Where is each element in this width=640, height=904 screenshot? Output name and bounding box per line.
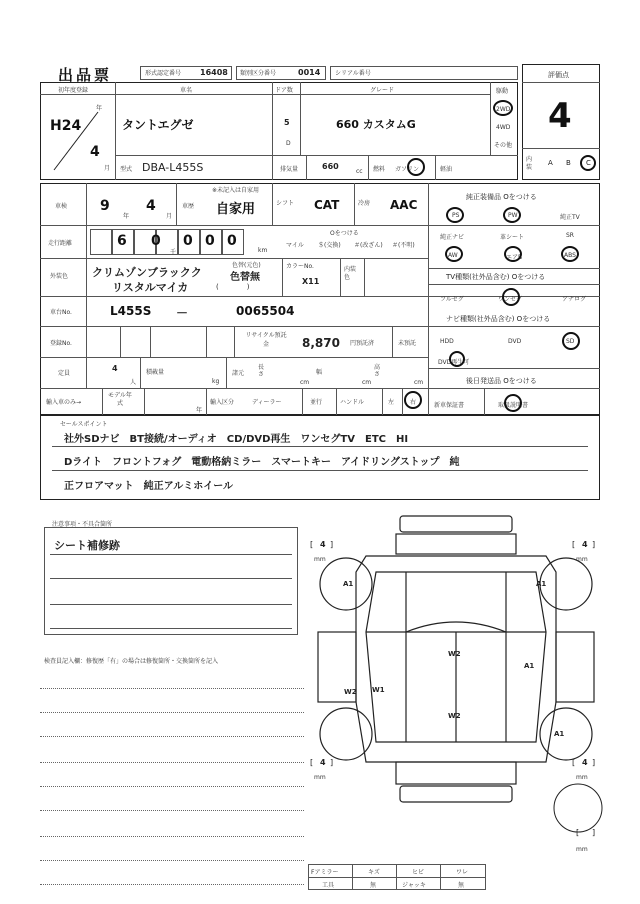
- form-no-label: 形式認定番号: [145, 70, 182, 77]
- drive-2wd: 2WD: [496, 106, 511, 113]
- change-opt-2: ＃(改ざん): [354, 242, 383, 249]
- footer-h3: ヒビ: [412, 869, 425, 876]
- usage: 自家用: [216, 202, 256, 217]
- after-warranty: 新車保証書: [434, 402, 465, 409]
- tread-rl: 4: [320, 758, 326, 767]
- mileage-digit-4: 0: [205, 233, 215, 249]
- reg-month: 4: [90, 144, 100, 160]
- chassis-no: 0065504: [236, 304, 295, 318]
- form-title: 出品票: [58, 66, 113, 84]
- ac-label: 冷房: [358, 200, 371, 207]
- footer-v1: 工具: [322, 882, 335, 889]
- after-title: 後日発送品 Oをつける: [466, 377, 537, 385]
- import-label: 輸入車のみ→: [46, 399, 82, 406]
- equip-aw: AW: [448, 252, 458, 259]
- navi-hdd: HDD: [440, 338, 454, 345]
- change-opt-3: ＃(不明): [392, 242, 415, 249]
- model: DBA-L455S: [142, 161, 204, 174]
- navi-title: ナビ種類(社外品含む) Oをつける: [446, 315, 551, 323]
- drive-2wd-circle: [493, 100, 513, 116]
- tread-rr: 4: [582, 758, 588, 767]
- footer-h4: ワレ: [456, 869, 469, 876]
- pw-circle: [503, 207, 521, 223]
- shaken-year: 9: [100, 198, 110, 214]
- mile-label: マイル: [286, 242, 304, 249]
- mark-w1: W1: [372, 686, 385, 694]
- equip-ps: PS: [452, 212, 460, 219]
- inspector-label: 検査員記入欄：修復歴「有」の場合は修復箇所・交換箇所を記入: [44, 658, 219, 665]
- reg-no-label: 登録No.: [50, 340, 72, 347]
- footer-v4: 無: [458, 882, 465, 889]
- drive-4wd: 4WD: [496, 124, 511, 131]
- interior-label: 内装: [526, 156, 533, 171]
- tv-analog: アナログ: [562, 296, 587, 303]
- color-line2: リスタルマイカ: [112, 281, 189, 294]
- equip-leather: 革シート: [500, 234, 525, 241]
- fuel: ガソリン: [395, 166, 420, 173]
- sd-circle: [562, 332, 580, 350]
- name-label: 車名: [180, 87, 193, 94]
- interior-c-circle: [580, 155, 596, 171]
- recycle-no: 未預託: [398, 340, 417, 347]
- ac: AAC: [390, 198, 418, 212]
- parallel: 並行: [310, 399, 323, 406]
- navi-sd: SD: [566, 338, 575, 345]
- equip-navi: 純正ナビ: [440, 234, 465, 241]
- footer-h1: Fアミラー: [311, 869, 339, 876]
- chassis-prefix: L455S: [110, 304, 152, 318]
- color-change: 色替無: [230, 272, 260, 283]
- mark-a1-side: A1: [524, 662, 535, 670]
- ps-circle: [446, 207, 464, 223]
- mark-w2-floor: W2: [448, 712, 461, 720]
- equip-pw: PW: [508, 212, 518, 219]
- import-cat-label: 輸入区分: [210, 399, 235, 406]
- car-diagram: [306, 512, 606, 862]
- footer-h2: キズ: [368, 869, 380, 876]
- handle-label: ハンドル: [340, 399, 365, 406]
- handle-left: 左: [388, 399, 395, 406]
- mileage-digit-3: 0: [183, 233, 193, 249]
- sales-label: セールスポイント: [60, 421, 108, 428]
- reg-label: 初年度登録: [58, 87, 89, 94]
- mark-w2-left: W2: [344, 688, 357, 696]
- category-no-label: 類別区分番号: [240, 70, 277, 77]
- width-label: 幅: [316, 369, 323, 376]
- reg-era: H24: [50, 118, 82, 134]
- tv-title: TV種類(社外品含む) Oをつける: [446, 273, 546, 281]
- shift-label: シフト: [276, 200, 295, 207]
- shaken-month: 4: [146, 198, 156, 214]
- usage-note: ※未記入は自家用: [212, 187, 260, 194]
- tread-fr: 4: [582, 540, 588, 549]
- equip-title: 純正装備品 Oをつける: [466, 193, 537, 201]
- mark-a1-rr: A1: [554, 730, 565, 738]
- handle-right: 右: [410, 399, 417, 406]
- tv-oneseg: ワンセグ: [498, 296, 523, 303]
- equip-sr: SR: [566, 232, 574, 239]
- interior-opt-b: B: [566, 159, 571, 167]
- grade: 660 カスタムG: [336, 118, 416, 131]
- color-label: 外装色: [50, 273, 69, 280]
- oneseg-circle: [502, 288, 520, 306]
- length-label: 長さ: [258, 364, 265, 378]
- change-opt-1: ＄(交換): [318, 242, 341, 249]
- mileage-label: 走行距離: [48, 240, 73, 247]
- color-no-label: カラーNo.: [286, 263, 314, 270]
- vehicle-name: タントエグゼ: [122, 118, 194, 132]
- equip-tv: 純正TV: [560, 214, 580, 221]
- category-no: 0014: [298, 68, 321, 77]
- mark-a1-fl: A1: [343, 580, 354, 588]
- manual-circle: [504, 394, 522, 412]
- drive-other: その他: [494, 142, 513, 149]
- score-label: 評価点: [548, 71, 569, 79]
- usage-label: 車歴: [182, 203, 195, 210]
- fuel-circle: [407, 158, 425, 176]
- change-label: Oをつける: [330, 230, 359, 237]
- model-label: 型式: [120, 166, 133, 173]
- shift: CAT: [314, 198, 340, 212]
- capacity-label: 定員: [58, 370, 71, 377]
- disp: 660: [322, 162, 339, 171]
- handle-right-circle: [404, 391, 422, 409]
- sales-line-1: 社外SDナビ BT接続/オーディオ CD/DVD再生 ワンセグTV ETC HI: [64, 434, 409, 445]
- mileage-digit-2: 0: [151, 233, 161, 249]
- notes-label: 注意事項・不具合箇所: [52, 521, 113, 528]
- abs-circle: [561, 246, 579, 262]
- dealer: ディーラー: [252, 399, 282, 406]
- dims-label: 諸元: [232, 370, 245, 377]
- drive-label: 駆動: [496, 88, 509, 95]
- equip-abs: ABS: [564, 252, 576, 259]
- grade-label: グレード: [370, 87, 395, 94]
- model-year-label: モデル年式: [108, 392, 132, 407]
- chassis-label: 車台No.: [50, 309, 72, 316]
- color-line1: クリムゾンブラックク: [92, 266, 202, 279]
- dvd-play-circle: [449, 351, 465, 367]
- form-no: 16408: [200, 68, 228, 77]
- mark-a1-fr: A1: [536, 580, 547, 588]
- navi-dvd: DVD: [508, 338, 522, 345]
- mark-w2-roof: W2: [448, 650, 461, 658]
- color-change-label: 色替(元色): [232, 262, 261, 269]
- interior-opt-a: A: [548, 159, 553, 167]
- equip-airbag: エアB: [506, 254, 523, 261]
- disp-label: 排気量: [280, 166, 299, 173]
- tread-fl: 4: [320, 540, 326, 549]
- navi-dvd-play: DVD再生可: [438, 359, 470, 366]
- tv-full: フルセグ: [440, 296, 464, 303]
- footer-v2: 無: [370, 882, 377, 889]
- shaken-label: 車検: [55, 203, 68, 210]
- mileage-digit-1: 6: [117, 233, 127, 249]
- load-label: 積載量: [146, 369, 165, 376]
- reg-slash: [48, 108, 108, 174]
- score-value: 4: [548, 96, 572, 136]
- light-label: 軽油: [440, 166, 453, 173]
- recycle: 8,870: [302, 336, 340, 350]
- interior-opt-c: C: [586, 159, 591, 167]
- sales-line-3: 正フロアマット 純正アルミホイール: [64, 481, 233, 492]
- mileage-digit-5: 0: [227, 233, 237, 249]
- doors: 5: [284, 118, 290, 127]
- interior-color-label: 内装色: [344, 266, 357, 281]
- recycle-label: リサイクル預託金: [245, 332, 287, 348]
- height-label: 高さ: [374, 364, 381, 378]
- serial-label: シリアル番号: [335, 70, 371, 77]
- aw-circle: [445, 246, 463, 262]
- notes-line-1: シート補修跡: [54, 539, 120, 552]
- color-no: X11: [302, 277, 320, 286]
- fuel-label: 燃料: [373, 166, 386, 173]
- capacity: 4: [112, 364, 118, 373]
- doors-label: ドア数: [275, 87, 293, 94]
- footer-v3: ジャッキ: [402, 882, 426, 889]
- after-manual: 取扱説明書: [498, 402, 529, 409]
- sales-line-2: Dライト フロントフォグ 電動格納ミラー スマートキー アイドリングストップ 純: [64, 457, 460, 468]
- airbag-circle: [504, 246, 522, 262]
